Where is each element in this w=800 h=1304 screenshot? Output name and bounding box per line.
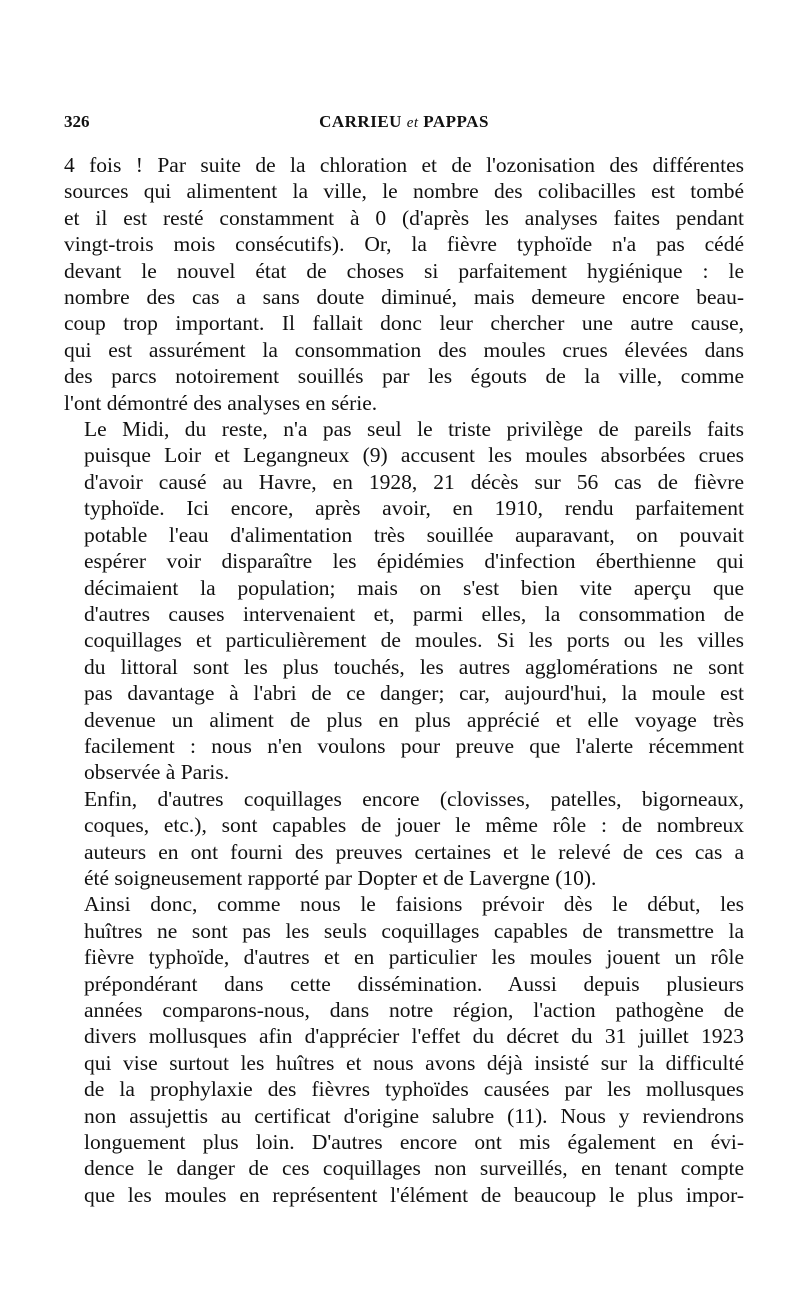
- text-line: nombre des cas a sans doute diminué, mais demeure encore beau-: [64, 285, 744, 310]
- text-line: qui vise surtout les huîtres et nous avons déjà insisté sur la difficulté: [84, 1050, 744, 1075]
- author-conjunction: et: [406, 115, 419, 131]
- text-line: divers mollusques afin d'apprécier l'effet du décret du 31 juillet 1923: [84, 1024, 744, 1049]
- text-line: fièvre typhoïde, d'autres et en particulier les moules jouent un rôle: [84, 945, 744, 970]
- paragraph-1: [64, 152, 744, 416]
- text-line: pas davantage à l'abri de ce danger; car, aujourd'hui, la moule est: [84, 681, 744, 706]
- document-page: [64, 0, 744, 1208]
- text-line: d'autres causes intervenaient et, parmi elles, la consommation de: [84, 601, 744, 626]
- text-line: coup trop important. Il fallait donc leur chercher une autre cause,: [64, 311, 744, 336]
- text-line: longuement plus loin. D'autres encore ont mis également en évi-: [84, 1130, 744, 1155]
- text-line: espérer voir disparaître les épidémies d'infection éberthienne qui: [84, 549, 744, 574]
- text-line: prépondérant dans cette dissémination. Aussi depuis plusieurs: [84, 971, 744, 996]
- paragraph-3: [64, 786, 744, 892]
- text-line: du littoral sont les plus touchés, les autres agglomérations ne sont: [84, 654, 744, 679]
- text-line: auteurs en ont fourni des preuves certaines et le relevé de ces cas a: [84, 839, 744, 864]
- text-line: été soigneusement rapporté par Dopter et de Lavergne (10).: [84, 865, 597, 890]
- author-1: CARRIEU: [319, 112, 402, 131]
- text-line: non assujettis au certificat d'origine salubre (11). Nous y reviendrons: [84, 1103, 744, 1128]
- text-line: 4 fois ! Par suite de la chloration et de l'ozonisation des différentes: [64, 153, 744, 177]
- text-line: Ainsi donc, comme nous le faisions prévoir dès le début, les: [84, 892, 744, 917]
- running-head: [64, 112, 744, 132]
- text-line: typhoïde. Ici encore, après avoir, en 1910, rendu parfaitement: [84, 496, 744, 521]
- page-header: [64, 112, 744, 152]
- text-line: années comparons-nous, dans notre région, l'action pathogène de: [84, 998, 744, 1022]
- text-line: potable l'eau d'alimentation très souillée auparavant, on pouvait: [84, 522, 744, 547]
- author-2: PAPPAS: [423, 112, 489, 131]
- text-line: et il est resté constamment à 0 (d'après les analyses faites pendant: [64, 205, 744, 230]
- text-line: puisque Loir et Legangneux (9) accusent les moules absorbées crues: [84, 443, 744, 468]
- text-line: dence le danger de ces coquillages non surveillés, en tenant compte: [84, 1156, 744, 1181]
- text-line: Le Midi, du reste, n'a pas seul le triste privilège de pareils faits: [84, 417, 744, 442]
- page-number: 326: [64, 112, 90, 131]
- text-line: devenue un aliment de plus en plus apprécié et elle voyage très: [84, 707, 744, 732]
- text-line: des parcs notoirement souillés par les égouts de la ville, comme: [64, 364, 744, 389]
- text-line: l'ont démontré des analyses en série.: [64, 390, 378, 415]
- text-line: coquillages et particulièrement de moules. Si les ports ou les villes: [84, 628, 744, 653]
- text-line: sources qui alimentent la ville, le nombre des colibacilles est tombé: [64, 179, 744, 204]
- text-line: Enfin, d'autres coquillages encore (clovisses, patelles, bigorneaux,: [84, 786, 744, 811]
- body-text: [64, 152, 744, 1208]
- text-line: facilement : nous n'en voulons pour preuve que l'alerte récemment: [84, 733, 744, 758]
- text-line: qui est assurément la consommation des moules crues élevées dans: [64, 337, 744, 362]
- text-line: de la prophylaxie des fièvres typhoïdes causées par les mollusques: [84, 1077, 744, 1102]
- text-line: d'avoir causé au Havre, en 1928, 21 décès sur 56 cas de fièvre: [84, 469, 744, 494]
- paragraph-4: [64, 891, 744, 1208]
- paragraph-2: [64, 416, 744, 786]
- text-line: devant le nouvel état de choses si parfaitement hygiénique : le: [64, 258, 744, 283]
- text-line: huîtres ne sont pas les seuls coquillages capables de transmettre la: [84, 918, 744, 943]
- text-line: que les moules en représentent l'élément de beaucoup le plus impor-: [84, 1182, 744, 1207]
- text-line: vingt-trois mois consécutifs). Or, la fièvre typhoïde n'a pas cédé: [64, 232, 744, 257]
- text-line: décimaient la population; mais on s'est bien vite aperçu que: [84, 575, 744, 600]
- text-line: coques, etc.), sont capables de jouer le même rôle : de nombreux: [84, 813, 744, 838]
- text-line: observée à Paris.: [84, 760, 230, 785]
